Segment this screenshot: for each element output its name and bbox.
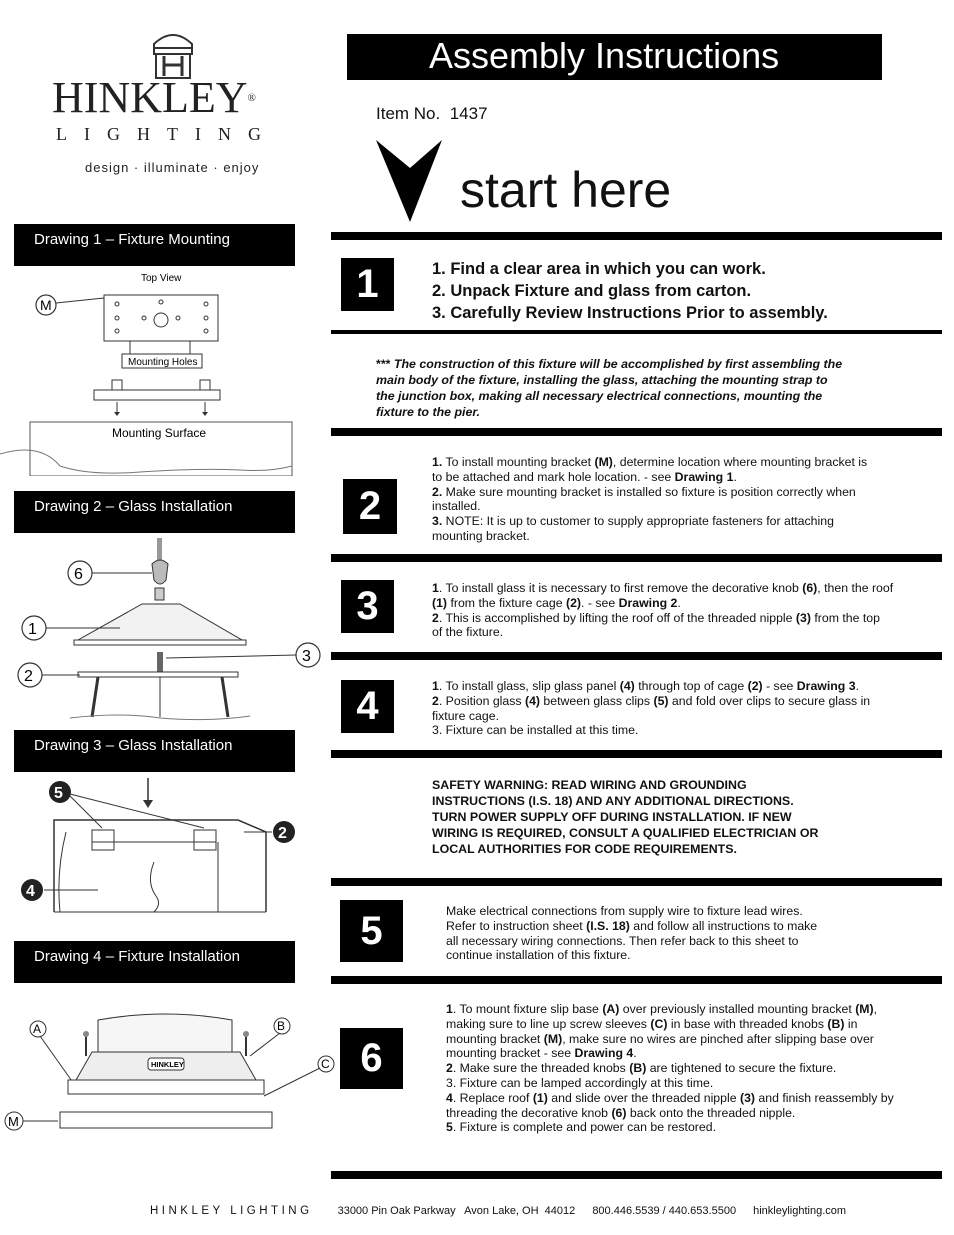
divider-9 [331, 1171, 942, 1179]
drawing-2-glass-installation [0, 532, 330, 722]
drawing-3-glass-installation [0, 772, 310, 932]
construction-note [376, 356, 842, 420]
label-2b: 2 [278, 825, 287, 842]
label-top-view: Top View [141, 273, 182, 284]
footer-company: HINKLEY LIGHTING [150, 1205, 313, 1217]
label-m2: M [8, 1114, 19, 1129]
footer-address: 33000 Pin Oak Parkway Avon Lake, OH 44012 [337, 1205, 576, 1217]
step-1-line-3: 3. Carefully Review Instructions Prior to assembly. [432, 304, 828, 322]
note-line-4: fixture to the pier. [376, 405, 480, 419]
brand-sub: LIGHTING [56, 124, 278, 144]
item-label: Item No. [376, 104, 441, 123]
divider-4 [331, 554, 942, 562]
drawing-4-fixture-installation [0, 1000, 340, 1160]
page-title: Assembly Instructions [429, 35, 780, 76]
label-2: 2 [24, 668, 33, 685]
start-here: start here [460, 162, 672, 218]
label-c: C [321, 1057, 330, 1071]
label-3: 3 [302, 648, 311, 665]
step-4-text: 1. To install glass, slip glass panel (4) through top of cage (2) - see Drawing 3. 2. Position glass (4) between glass clips (5) and fold over clips to secure glass in fixture cage. 3. Fixture can be installed at this time. [432, 679, 871, 738]
note-line-1: The construction of this fixture will be accomplished by first assembling the [393, 357, 843, 371]
divider-3 [331, 428, 942, 436]
step-1-text [432, 258, 828, 324]
step-6-text: 1. To mount fixture slip base (A) over previously installed mounting bracket (M), making sure to line up screw sleeves (C) in base with threaded knobs (B) in mounting bracket (M), make sure no wires are pinched after slipping base over mounting bracket - see Drawing 4. 2. Make sure the threaded knobs (B) are tightened to secure the fixture. 3. Fixture can be lamped accordingly at this time. 4. Replace roof (1) and slide over the threaded nipple (3) and finish reassembly by threading the decorative knob (6) back onto the threaded nipple. 5. Fixture is complete and power can be restored. [446, 1002, 894, 1135]
arrow-down-icon [374, 138, 444, 224]
step-1-line-2: 2. Unpack Fixture and glass from carton. [432, 282, 752, 300]
label-5: 5 [54, 785, 63, 802]
drawing-1-fixture-mounting [0, 266, 310, 476]
label-mounting-holes: Mounting Holes [128, 357, 198, 368]
step-4-badge: 4 [341, 680, 394, 733]
step-6-badge: 6 [340, 1028, 403, 1089]
step-3-badge: 3 [341, 580, 394, 633]
brand-name [52, 73, 256, 122]
step-5-text: Make electrical connections from supply wire to fixture lead wires. Refer to instruction sheet (I.S. 18) and follow all instructions to make all necessary wiring connections. Then refer back to this sheet to continue installation of this fixture. [446, 904, 818, 963]
divider-5 [331, 652, 942, 660]
label-6: 6 [74, 566, 83, 583]
step-2-badge: 2 [343, 479, 397, 534]
step-2-text: 1. To install mounting bracket (M), determine location where mounting bracket is to be attached and mark hole location. - see Drawing 1. 2. Make sure mounting bracket is installed so fixture is position correctly when installed. 3. NOTE: It is up to customer to supply appropriate fasteners for attaching mounting bracket. [432, 455, 868, 543]
step-5-badge: 5 [340, 900, 403, 962]
label-1: 1 [28, 621, 37, 638]
footer-web[interactable]: hinkleylighting.com [753, 1205, 847, 1217]
label-b: B [277, 1019, 286, 1033]
note-lead: *** [376, 357, 391, 371]
footer-phone: 800.446.5539 / 440.653.5500 [592, 1205, 737, 1217]
step-1-line-1: 1. Find a clear area in which you can work. [432, 260, 766, 278]
step-3-text: 1. To install glass it is necessary to first remove the decorative knob (6), then the roof (1) from the fixture cage (2). - see Drawing 2. 2. This is accomplished by lifting the roof off of the threaded nipple (3) from the top of the fixture. [432, 581, 894, 640]
page-title-bar [347, 34, 882, 80]
label-m: M [40, 297, 52, 313]
brand-name-text: HINKLEY [52, 73, 248, 122]
label-a: A [33, 1022, 42, 1036]
brand-tagline: design · illuminate · enjoy [85, 160, 260, 175]
note-line-2: main body of the fixture, installing the glass, attaching the mounting strap to [376, 373, 828, 387]
drawing-3-title: Drawing 3 – Glass Installation [14, 730, 295, 772]
item-number [376, 104, 488, 124]
label-mounting-surface: Mounting Surface [112, 426, 207, 440]
divider-2 [331, 330, 942, 334]
note-line-3: the junction box, making all necessary electrical connections, mounting the [376, 389, 823, 403]
drawing-4-title: Drawing 4 – Fixture Installation [14, 941, 295, 983]
footer [150, 1205, 846, 1217]
drawing-plate-text: HINKLEY [151, 1060, 184, 1069]
safety-warning: SAFETY WARNING: READ WIRING AND GROUNDING INSTRUCTIONS (I.S. 18) AND ANY ADDITIONAL DIRECTIONS. TURN POWER SUPPLY OFF DURING INSTALLATION. IF NEW WIRING IS REQUIRED, CONSULT A QUALIFIED ELECTRICIAN OR LOCAL AUTHORITIES FOR CODE REQUIREMENTS. [432, 778, 819, 856]
label-4: 4 [26, 883, 35, 900]
drawing-2-title: Drawing 2 – Glass Installation [14, 491, 295, 533]
divider-7 [331, 878, 942, 886]
brand-logo [40, 28, 310, 178]
divider-1 [331, 232, 942, 240]
registered-mark: ® [247, 92, 256, 104]
divider-6 [331, 750, 942, 758]
step-1-badge: 1 [341, 258, 394, 311]
item-value: 1437 [449, 104, 488, 123]
divider-8 [331, 976, 942, 984]
drawing-1-title: Drawing 1 – Fixture Mounting [14, 224, 295, 266]
